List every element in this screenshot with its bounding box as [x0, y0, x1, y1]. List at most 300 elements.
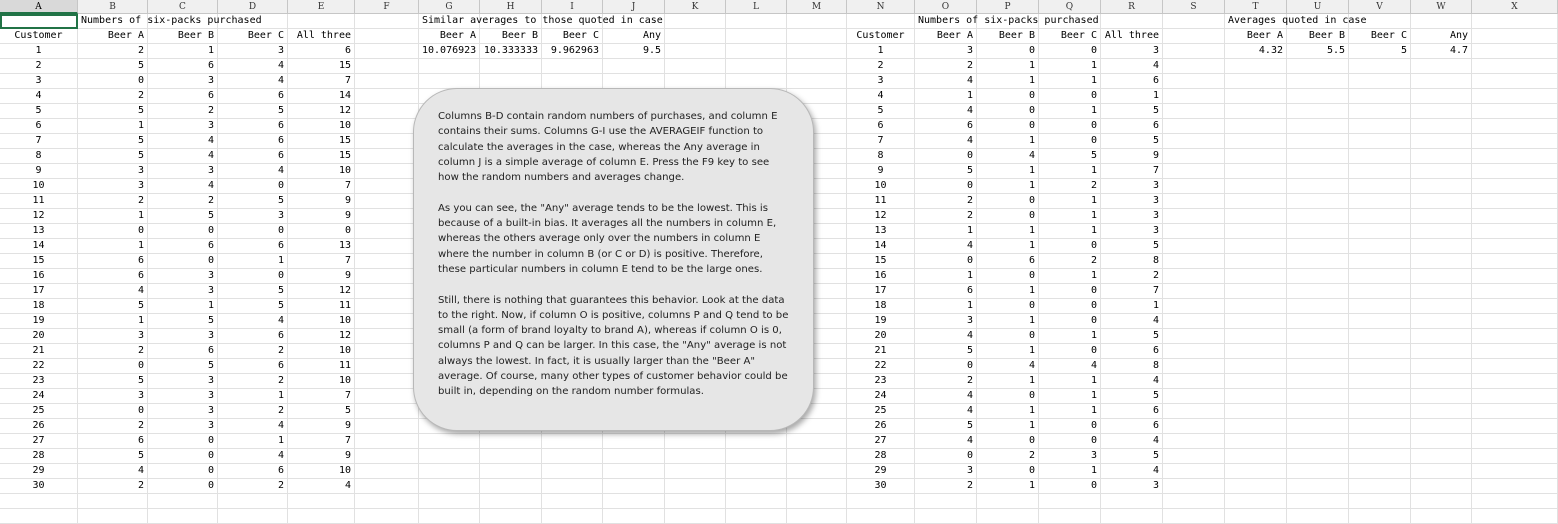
left-customer-id[interactable]: 20: [0, 329, 78, 344]
right-data-cell[interactable]: 2: [1039, 254, 1101, 269]
left-data-cell[interactable]: 6: [218, 149, 288, 164]
right-block-title[interactable]: Numbers of six-packs purchased: [915, 14, 1101, 29]
left-data-cell[interactable]: 4: [218, 164, 288, 179]
right-customer-id[interactable]: 25: [847, 404, 915, 419]
right-data-cell[interactable]: 1: [1039, 104, 1101, 119]
right-data-cell[interactable]: 6: [977, 254, 1039, 269]
left-data-cell[interactable]: 13: [288, 239, 355, 254]
left-data-cell[interactable]: 2: [78, 479, 148, 494]
left-data-cell[interactable]: 6: [218, 329, 288, 344]
right-customer-id[interactable]: 4: [847, 89, 915, 104]
right-data-cell[interactable]: 0: [1039, 134, 1101, 149]
left-data-cell[interactable]: 0: [148, 224, 218, 239]
left-data-cell[interactable]: 15: [288, 134, 355, 149]
right-data-cell[interactable]: 4: [915, 104, 977, 119]
left-data-cell[interactable]: 14: [288, 89, 355, 104]
left-data-cell[interactable]: 3: [148, 269, 218, 284]
right-data-cell[interactable]: 2: [915, 374, 977, 389]
left-data-cell[interactable]: 1: [78, 314, 148, 329]
column-header-q[interactable]: Q: [1039, 0, 1101, 14]
right-data-cell[interactable]: 0: [915, 254, 977, 269]
left-data-cell[interactable]: 6: [148, 239, 218, 254]
quoted-value-3[interactable]: 4.7: [1411, 44, 1472, 59]
right-data-cell[interactable]: 4: [1101, 59, 1163, 74]
right-customer-id[interactable]: 2: [847, 59, 915, 74]
right-data-cell[interactable]: 3: [1101, 44, 1163, 59]
right-data-cell[interactable]: 6: [1101, 119, 1163, 134]
left-data-cell[interactable]: 5: [78, 299, 148, 314]
left-data-cell[interactable]: 2: [218, 479, 288, 494]
left-data-cell[interactable]: 4: [288, 479, 355, 494]
left-customer-id[interactable]: 15: [0, 254, 78, 269]
quoted-header-1[interactable]: Beer B: [1287, 29, 1349, 44]
left-data-cell[interactable]: 3: [148, 389, 218, 404]
right-data-cell[interactable]: 1: [1039, 74, 1101, 89]
right-data-cell[interactable]: 4: [915, 434, 977, 449]
right-data-cell[interactable]: 1: [977, 224, 1039, 239]
right-data-cell[interactable]: 0: [977, 269, 1039, 284]
column-header-n[interactable]: N: [847, 0, 915, 14]
right-data-cell[interactable]: 3: [915, 314, 977, 329]
left-data-cell[interactable]: 3: [148, 284, 218, 299]
left-data-cell[interactable]: 5: [218, 299, 288, 314]
right-data-cell[interactable]: 4: [915, 404, 977, 419]
right-data-cell[interactable]: 0: [977, 194, 1039, 209]
right-data-cell[interactable]: 0: [915, 149, 977, 164]
right-data-cell[interactable]: 2: [915, 194, 977, 209]
left-data-cell[interactable]: 10: [288, 374, 355, 389]
right-data-cell[interactable]: 5: [1101, 104, 1163, 119]
left-data-cell[interactable]: 4: [218, 314, 288, 329]
right-data-cell[interactable]: 1: [1039, 269, 1101, 284]
left-data-cell[interactable]: 0: [148, 449, 218, 464]
left-customer-id[interactable]: 3: [0, 74, 78, 89]
right-data-cell[interactable]: 0: [977, 119, 1039, 134]
right-data-cell[interactable]: 1: [977, 134, 1039, 149]
left-data-cell[interactable]: 7: [288, 74, 355, 89]
column-header-e[interactable]: E: [288, 0, 355, 14]
left-data-cell[interactable]: 3: [218, 209, 288, 224]
left-header-0[interactable]: Customer: [0, 29, 78, 44]
left-data-cell[interactable]: 9: [288, 194, 355, 209]
right-customer-id[interactable]: 27: [847, 434, 915, 449]
right-data-cell[interactable]: 1: [1039, 374, 1101, 389]
cell-a1-selected[interactable]: [0, 14, 78, 29]
right-header-0[interactable]: Customer: [847, 29, 915, 44]
left-customer-id[interactable]: 8: [0, 149, 78, 164]
left-data-cell[interactable]: 6: [218, 464, 288, 479]
left-customer-id[interactable]: 18: [0, 299, 78, 314]
right-data-cell[interactable]: 2: [1101, 269, 1163, 284]
left-data-cell[interactable]: 4: [148, 134, 218, 149]
left-customer-id[interactable]: 27: [0, 434, 78, 449]
column-header-x[interactable]: X: [1472, 0, 1558, 14]
left-customer-id[interactable]: 9: [0, 164, 78, 179]
left-data-cell[interactable]: 1: [218, 434, 288, 449]
similar-value-2[interactable]: 9.962963: [542, 44, 603, 59]
right-data-cell[interactable]: 1: [977, 479, 1039, 494]
left-data-cell[interactable]: 0: [78, 404, 148, 419]
left-customer-id[interactable]: 21: [0, 344, 78, 359]
column-header-o[interactable]: O: [915, 0, 977, 14]
left-data-cell[interactable]: 5: [78, 449, 148, 464]
left-data-cell[interactable]: 2: [218, 404, 288, 419]
left-data-cell[interactable]: 1: [218, 254, 288, 269]
right-data-cell[interactable]: 3: [1101, 224, 1163, 239]
right-data-cell[interactable]: 1: [1039, 59, 1101, 74]
left-data-cell[interactable]: 7: [288, 179, 355, 194]
column-header-c[interactable]: C: [148, 0, 218, 14]
left-data-cell[interactable]: 6: [218, 119, 288, 134]
right-data-cell[interactable]: 5: [1101, 449, 1163, 464]
left-data-cell[interactable]: 5: [78, 104, 148, 119]
left-data-cell[interactable]: 3: [148, 419, 218, 434]
quoted-value-1[interactable]: 5.5: [1287, 44, 1349, 59]
left-data-cell[interactable]: 1: [78, 119, 148, 134]
left-data-cell[interactable]: 0: [218, 224, 288, 239]
left-customer-id[interactable]: 4: [0, 89, 78, 104]
right-data-cell[interactable]: 0: [977, 209, 1039, 224]
left-block-title[interactable]: Numbers of six-packs purchased: [78, 14, 288, 29]
left-data-cell[interactable]: 3: [78, 164, 148, 179]
similar-value-1[interactable]: 10.333333: [480, 44, 542, 59]
similar-header-2[interactable]: Beer C: [542, 29, 603, 44]
right-data-cell[interactable]: 0: [977, 434, 1039, 449]
right-data-cell[interactable]: 5: [1101, 329, 1163, 344]
right-data-cell[interactable]: 7: [1101, 284, 1163, 299]
left-data-cell[interactable]: 1: [218, 389, 288, 404]
right-header-3[interactable]: Beer C: [1039, 29, 1101, 44]
left-data-cell[interactable]: 1: [78, 239, 148, 254]
right-data-cell[interactable]: 1: [1039, 209, 1101, 224]
right-data-cell[interactable]: 1: [1039, 194, 1101, 209]
left-data-cell[interactable]: 2: [78, 344, 148, 359]
right-customer-id[interactable]: 17: [847, 284, 915, 299]
left-data-cell[interactable]: 7: [288, 434, 355, 449]
right-data-cell[interactable]: 0: [1039, 44, 1101, 59]
column-header-i[interactable]: I: [542, 0, 603, 14]
left-data-cell[interactable]: 5: [78, 134, 148, 149]
right-data-cell[interactable]: 1: [977, 179, 1039, 194]
left-data-cell[interactable]: 6: [218, 134, 288, 149]
left-data-cell[interactable]: 6: [148, 344, 218, 359]
similar-block-title[interactable]: Similar averages to those quoted in case: [419, 14, 665, 29]
left-data-cell[interactable]: 10: [288, 164, 355, 179]
left-customer-id[interactable]: 1: [0, 44, 78, 59]
right-data-cell[interactable]: 1: [915, 299, 977, 314]
right-data-cell[interactable]: 1: [977, 344, 1039, 359]
right-data-cell[interactable]: 1: [977, 374, 1039, 389]
left-data-cell[interactable]: 5: [288, 404, 355, 419]
right-data-cell[interactable]: 2: [915, 209, 977, 224]
left-data-cell[interactable]: 12: [288, 329, 355, 344]
right-customer-id[interactable]: 20: [847, 329, 915, 344]
left-data-cell[interactable]: 6: [288, 44, 355, 59]
left-data-cell[interactable]: 15: [288, 149, 355, 164]
column-header-g[interactable]: G: [419, 0, 480, 14]
right-data-cell[interactable]: 0: [915, 449, 977, 464]
right-data-cell[interactable]: 3: [1101, 194, 1163, 209]
right-data-cell[interactable]: 5: [1039, 149, 1101, 164]
right-data-cell[interactable]: 1: [1101, 89, 1163, 104]
right-customer-id[interactable]: 28: [847, 449, 915, 464]
right-data-cell[interactable]: 0: [1039, 479, 1101, 494]
right-data-cell[interactable]: 4: [1039, 359, 1101, 374]
left-data-cell[interactable]: 6: [78, 269, 148, 284]
left-data-cell[interactable]: 4: [148, 149, 218, 164]
column-header-t[interactable]: T: [1225, 0, 1287, 14]
right-data-cell[interactable]: 3: [1101, 209, 1163, 224]
left-data-cell[interactable]: 5: [78, 149, 148, 164]
left-data-cell[interactable]: 2: [78, 419, 148, 434]
left-data-cell[interactable]: 11: [288, 359, 355, 374]
similar-value-0[interactable]: 10.076923: [419, 44, 480, 59]
left-data-cell[interactable]: 1: [78, 209, 148, 224]
column-header-r[interactable]: R: [1101, 0, 1163, 14]
left-customer-id[interactable]: 5: [0, 104, 78, 119]
right-data-cell[interactable]: 3: [1101, 179, 1163, 194]
left-data-cell[interactable]: 2: [218, 344, 288, 359]
left-data-cell[interactable]: 7: [288, 254, 355, 269]
right-data-cell[interactable]: 1: [977, 74, 1039, 89]
left-data-cell[interactable]: 0: [148, 464, 218, 479]
right-data-cell[interactable]: 2: [915, 479, 977, 494]
right-data-cell[interactable]: 4: [1101, 314, 1163, 329]
left-data-cell[interactable]: 3: [148, 329, 218, 344]
right-data-cell[interactable]: 4: [977, 149, 1039, 164]
left-data-cell[interactable]: 4: [78, 464, 148, 479]
left-data-cell[interactable]: 0: [288, 224, 355, 239]
left-customer-id[interactable]: 13: [0, 224, 78, 239]
similar-header-1[interactable]: Beer B: [480, 29, 542, 44]
right-data-cell[interactable]: 5: [915, 164, 977, 179]
right-customer-id[interactable]: 29: [847, 464, 915, 479]
left-data-cell[interactable]: 0: [78, 224, 148, 239]
left-data-cell[interactable]: 5: [148, 209, 218, 224]
left-data-cell[interactable]: 6: [218, 89, 288, 104]
right-data-cell[interactable]: 1: [1039, 464, 1101, 479]
right-data-cell[interactable]: 3: [915, 44, 977, 59]
left-customer-id[interactable]: 7: [0, 134, 78, 149]
right-customer-id[interactable]: 10: [847, 179, 915, 194]
right-customer-id[interactable]: 11: [847, 194, 915, 209]
right-customer-id[interactable]: 24: [847, 389, 915, 404]
right-customer-id[interactable]: 15: [847, 254, 915, 269]
quoted-value-0[interactable]: 4.32: [1225, 44, 1287, 59]
comment-textbox[interactable]: [413, 88, 814, 431]
left-data-cell[interactable]: 2: [78, 44, 148, 59]
right-data-cell[interactable]: 0: [1039, 314, 1101, 329]
column-header-l[interactable]: L: [726, 0, 787, 14]
right-data-cell[interactable]: 1: [977, 59, 1039, 74]
column-header-w[interactable]: W: [1411, 0, 1472, 14]
right-data-cell[interactable]: 2: [977, 449, 1039, 464]
right-customer-id[interactable]: 19: [847, 314, 915, 329]
left-customer-id[interactable]: 24: [0, 389, 78, 404]
right-customer-id[interactable]: 12: [847, 209, 915, 224]
right-data-cell[interactable]: 3: [1101, 479, 1163, 494]
right-customer-id[interactable]: 1: [847, 44, 915, 59]
left-data-cell[interactable]: 9: [288, 419, 355, 434]
left-data-cell[interactable]: 0: [78, 74, 148, 89]
right-data-cell[interactable]: 1: [977, 314, 1039, 329]
column-header-d[interactable]: D: [218, 0, 288, 14]
right-data-cell[interactable]: 5: [915, 344, 977, 359]
left-data-cell[interactable]: 15: [288, 59, 355, 74]
right-data-cell[interactable]: 4: [915, 329, 977, 344]
right-data-cell[interactable]: 1: [977, 404, 1039, 419]
left-data-cell[interactable]: 3: [78, 179, 148, 194]
right-data-cell[interactable]: 4: [915, 239, 977, 254]
right-data-cell[interactable]: 4: [1101, 434, 1163, 449]
left-data-cell[interactable]: 10: [288, 314, 355, 329]
right-data-cell[interactable]: 1: [915, 224, 977, 239]
left-customer-id[interactable]: 29: [0, 464, 78, 479]
right-data-cell[interactable]: 2: [915, 59, 977, 74]
right-data-cell[interactable]: 0: [1039, 434, 1101, 449]
left-data-cell[interactable]: 6: [78, 434, 148, 449]
left-data-cell[interactable]: 4: [218, 74, 288, 89]
right-data-cell[interactable]: 7: [1101, 164, 1163, 179]
quoted-block-title[interactable]: Averages quoted in case: [1225, 14, 1472, 29]
right-data-cell[interactable]: 1: [1039, 164, 1101, 179]
left-data-cell[interactable]: 2: [218, 374, 288, 389]
right-data-cell[interactable]: 6: [1101, 404, 1163, 419]
left-data-cell[interactable]: 5: [78, 59, 148, 74]
right-data-cell[interactable]: 1: [1039, 389, 1101, 404]
right-data-cell[interactable]: 8: [1101, 254, 1163, 269]
right-data-cell[interactable]: 2: [1039, 179, 1101, 194]
left-data-cell[interactable]: 5: [78, 374, 148, 389]
left-data-cell[interactable]: 3: [148, 374, 218, 389]
left-data-cell[interactable]: 0: [148, 479, 218, 494]
left-data-cell[interactable]: 6: [218, 239, 288, 254]
right-customer-id[interactable]: 26: [847, 419, 915, 434]
column-header-b[interactable]: B: [78, 0, 148, 14]
right-data-cell[interactable]: 6: [1101, 74, 1163, 89]
left-customer-id[interactable]: 17: [0, 284, 78, 299]
right-header-4[interactable]: All three: [1101, 29, 1163, 44]
left-data-cell[interactable]: 12: [288, 104, 355, 119]
right-data-cell[interactable]: 4: [1101, 464, 1163, 479]
left-data-cell[interactable]: 0: [218, 269, 288, 284]
quoted-header-2[interactable]: Beer C: [1349, 29, 1411, 44]
left-data-cell[interactable]: 0: [148, 434, 218, 449]
right-data-cell[interactable]: 0: [977, 44, 1039, 59]
right-data-cell[interactable]: 0: [977, 299, 1039, 314]
right-customer-id[interactable]: 21: [847, 344, 915, 359]
right-data-cell[interactable]: 1: [915, 269, 977, 284]
right-data-cell[interactable]: 5: [1101, 134, 1163, 149]
left-data-cell[interactable]: 2: [148, 194, 218, 209]
right-data-cell[interactable]: 6: [915, 284, 977, 299]
column-header-p[interactable]: P: [977, 0, 1039, 14]
right-data-cell[interactable]: 0: [977, 329, 1039, 344]
left-customer-id[interactable]: 19: [0, 314, 78, 329]
left-data-cell[interactable]: 2: [78, 89, 148, 104]
right-data-cell[interactable]: 0: [977, 104, 1039, 119]
left-customer-id[interactable]: 2: [0, 59, 78, 74]
left-data-cell[interactable]: 5: [148, 314, 218, 329]
left-data-cell[interactable]: 2: [148, 104, 218, 119]
left-customer-id[interactable]: 6: [0, 119, 78, 134]
right-data-cell[interactable]: 0: [977, 464, 1039, 479]
right-data-cell[interactable]: 0: [1039, 119, 1101, 134]
left-data-cell[interactable]: 1: [148, 44, 218, 59]
right-data-cell[interactable]: 4: [915, 389, 977, 404]
left-header-4[interactable]: All three: [288, 29, 355, 44]
left-data-cell[interactable]: 4: [218, 449, 288, 464]
left-data-cell[interactable]: 9: [288, 449, 355, 464]
right-data-cell[interactable]: 4: [1101, 374, 1163, 389]
left-data-cell[interactable]: 6: [218, 359, 288, 374]
right-data-cell[interactable]: 8: [1101, 359, 1163, 374]
similar-header-0[interactable]: Beer A: [419, 29, 480, 44]
right-customer-id[interactable]: 5: [847, 104, 915, 119]
quoted-value-2[interactable]: 5: [1349, 44, 1411, 59]
left-data-cell[interactable]: 5: [148, 359, 218, 374]
left-data-cell[interactable]: 3: [148, 74, 218, 89]
left-customer-id[interactable]: 16: [0, 269, 78, 284]
right-data-cell[interactable]: 0: [977, 389, 1039, 404]
right-data-cell[interactable]: 0: [977, 89, 1039, 104]
left-customer-id[interactable]: 10: [0, 179, 78, 194]
right-customer-id[interactable]: 3: [847, 74, 915, 89]
right-data-cell[interactable]: 0: [1039, 89, 1101, 104]
left-customer-id[interactable]: 12: [0, 209, 78, 224]
left-data-cell[interactable]: 10: [288, 119, 355, 134]
left-customer-id[interactable]: 26: [0, 419, 78, 434]
column-header-h[interactable]: H: [480, 0, 542, 14]
right-customer-id[interactable]: 7: [847, 134, 915, 149]
column-header-s[interactable]: S: [1163, 0, 1225, 14]
left-header-1[interactable]: Beer A: [78, 29, 148, 44]
left-data-cell[interactable]: 0: [78, 359, 148, 374]
right-data-cell[interactable]: 0: [915, 179, 977, 194]
right-customer-id[interactable]: 13: [847, 224, 915, 239]
right-data-cell[interactable]: 6: [915, 119, 977, 134]
left-data-cell[interactable]: 11: [288, 299, 355, 314]
right-customer-id[interactable]: 14: [847, 239, 915, 254]
left-data-cell[interactable]: 9: [288, 269, 355, 284]
right-data-cell[interactable]: 1: [977, 284, 1039, 299]
left-data-cell[interactable]: 0: [148, 254, 218, 269]
right-data-cell[interactable]: 1: [1039, 404, 1101, 419]
left-header-3[interactable]: Beer C: [218, 29, 288, 44]
left-customer-id[interactable]: 11: [0, 194, 78, 209]
right-customer-id[interactable]: 16: [847, 269, 915, 284]
left-data-cell[interactable]: 10: [288, 344, 355, 359]
column-header-a[interactable]: A: [0, 0, 78, 14]
left-customer-id[interactable]: 22: [0, 359, 78, 374]
left-data-cell[interactable]: 3: [78, 329, 148, 344]
left-data-cell[interactable]: 3: [78, 389, 148, 404]
right-data-cell[interactable]: 1: [915, 89, 977, 104]
left-data-cell[interactable]: 6: [148, 59, 218, 74]
right-data-cell[interactable]: 9: [1101, 149, 1163, 164]
right-customer-id[interactable]: 18: [847, 299, 915, 314]
left-data-cell[interactable]: 7: [288, 389, 355, 404]
left-data-cell[interactable]: 6: [148, 89, 218, 104]
left-customer-id[interactable]: 23: [0, 374, 78, 389]
left-customer-id[interactable]: 14: [0, 239, 78, 254]
right-data-cell[interactable]: 1: [1101, 299, 1163, 314]
column-header-m[interactable]: M: [787, 0, 847, 14]
left-data-cell[interactable]: 4: [148, 179, 218, 194]
similar-value-3[interactable]: 9.5: [603, 44, 665, 59]
left-data-cell[interactable]: 3: [148, 404, 218, 419]
right-data-cell[interactable]: 6: [1101, 344, 1163, 359]
